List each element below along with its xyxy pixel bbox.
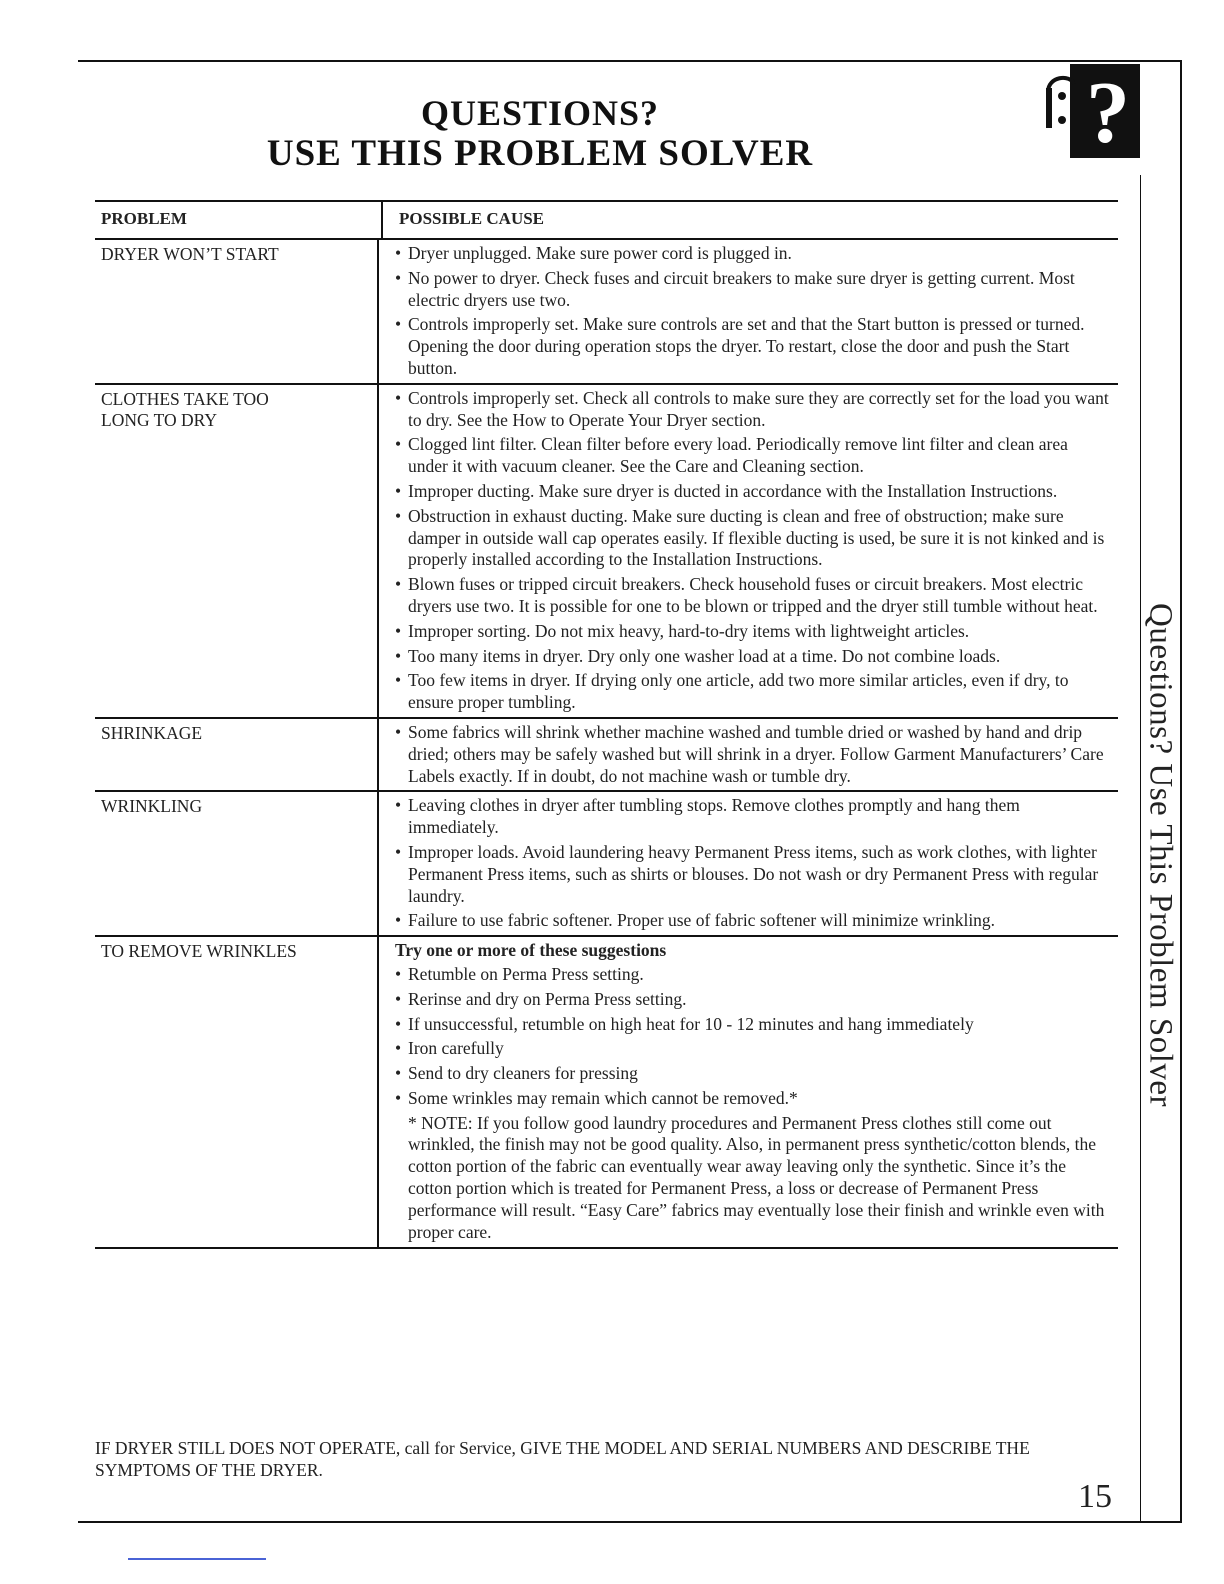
cause-cell [377, 719, 1118, 790]
right-rule [1180, 60, 1182, 1523]
table-header [95, 200, 1118, 240]
cause-item: • Blown fuses or tripped circuit breakers. Check household fuses or circuit breakers. Most electric dryers use two. It is possible for one to be blown or tripped and the dryer still tumble without heat. [395, 574, 1110, 618]
cause-item: • Improper loads. Avoid laundering heavy Permanent Press items, such as work clothes, with lighter Permanent Press items, such as shirts or blouses. Do not wash or dry Permanent Press with regular laundry. [395, 842, 1110, 907]
problem-cell: SHRINKAGE [101, 722, 203, 743]
cause-item: • Controls improperly set. Check all controls to make sure they are correctly set for the load you want to dry. See the How to Operate Your Dryer section. [395, 388, 1110, 432]
column-header-possible-cause: POSSIBLE CAUSE [381, 202, 1118, 238]
problem-cell: CLOTHES TAKE TOO LONG TO DRY [101, 388, 269, 430]
page-number: 15 [1078, 1478, 1112, 1515]
table-row [95, 937, 1118, 1249]
cause-item: • Leaving clothes in dryer after tumbling stops. Remove clothes promptly and hang them immediately. [395, 795, 1110, 839]
cause-item: • Some wrinkles may remain which cannot be removed.* [395, 1088, 1110, 1110]
suggestions-lead: Try one or more of these suggestions [395, 940, 667, 961]
cause-item: • Clogged lint filter. Clean filter before every load. Periodically remove lint filter and clean area under it with vacuum cleaner. See the Care and Cleaning section. [395, 434, 1110, 478]
page-title-line2: USE THIS PROBLEM SOLVER [266, 133, 814, 174]
cause-cell [377, 792, 1118, 935]
permanent-press-note: * NOTE: If you follow good laundry procedures and Permanent Press clothes still come out wrinkled, the finish may not be good quality. Also, in permanent press synthetic/cotton blends, the cotton portion of the fabric can eventually wear away leaving only the synthetic. Since it’s the cotton portion which is treated for Permanent Press, a loss or decrease of Permanent Press performance will result. “Easy Care” fabrics may eventually lose their finish and wrinkle even with proper care. [408, 1112, 1105, 1242]
cause-cell [377, 385, 1118, 717]
cause-item: • Iron carefully [395, 1038, 1110, 1060]
cause-item: • No power to dryer. Check fuses and circuit breakers to make sure dryer is getting current. Most electric dryers use two. [395, 268, 1110, 312]
question-mark-logo-icon [1040, 64, 1140, 158]
cause-item: • Controls improperly set. Make sure controls are set and that the Start button is pressed or turned. Opening the door during operation stops the dryer. To restart, close the door and push the Start button. [395, 314, 1110, 379]
cause-item: • Send to dry cleaners for pressing [395, 1063, 1110, 1085]
cause-cell [377, 240, 1118, 383]
problem-solver-table [95, 200, 1118, 1249]
problem-cell: DRYER WON’T START [101, 244, 279, 264]
top-rule [78, 60, 1182, 62]
cause-item: • Some fabrics will shrink whether machine washed and tumble dried or washed by hand and drip dried; others may be safely washed but will shrink in a dryer. Follow Garment Manufacturers’ Care Labels exactly. If in doubt, do not machine wash or tumble dry. [395, 722, 1110, 787]
side-section-label: Questions? Use This Problem Solver [1142, 602, 1179, 1108]
service-instruction: IF DRYER STILL DOES NOT OPERATE, call for Service, GIVE THE MODEL AND SERIAL NUMBERS AND DESCRIBE THE SYMPTOMS OF THE DRYER. [95, 1438, 1030, 1480]
column-header-problem: PROBLEM [101, 209, 187, 228]
cause-item: • Too many items in dryer. Dry only one washer load at a time. Do not combine loads. [395, 646, 1110, 668]
cause-item: • Improper sorting. Do not mix heavy, hard-to-dry items with lightweight articles. [395, 621, 1110, 643]
link-underline [128, 1558, 266, 1560]
problem-cell: WRINKLING [101, 796, 203, 817]
cause-item: • Too few items in dryer. If drying only one article, add two more similar articles, even if dry, to ensure proper tumbling. [395, 670, 1110, 714]
table-row [95, 240, 1118, 385]
cause-item: • Obstruction in exhaust ducting. Make sure ducting is clean and free of obstruction; make sure damper in outside wall cap operates easily. If flexible ducting is used, be sure it is not kinked and is properly installed according to the Installation Instructions. [395, 506, 1110, 571]
cause-item: • Improper ducting. Make sure dryer is ducted in accordance with the Installation Instructions. [395, 481, 1110, 503]
cause-item: • If unsuccessful, retumble on high heat for 10 - 12 minutes and hang immediately [395, 1014, 1110, 1036]
problem-cell: TO REMOVE WRINKLES [101, 941, 297, 962]
table-row [95, 385, 1118, 719]
svg-text:?: ? [1086, 65, 1130, 158]
cause-item: • Retumble on Perma Press setting. [395, 964, 1110, 986]
page-title-line1: QUESTIONS? [420, 93, 660, 133]
cause-item: • Rerinse and dry on Perma Press setting. [395, 989, 1110, 1011]
cause-item: • Dryer unplugged. Make sure power cord is plugged in. [395, 243, 1110, 265]
cause-item: • Failure to use fabric softener. Proper use of fabric softener will minimize wrinkling. [395, 910, 1110, 932]
table-row [95, 792, 1118, 937]
table-row [95, 719, 1118, 792]
bottom-rule [78, 1521, 1182, 1523]
cause-cell [377, 937, 1118, 1247]
